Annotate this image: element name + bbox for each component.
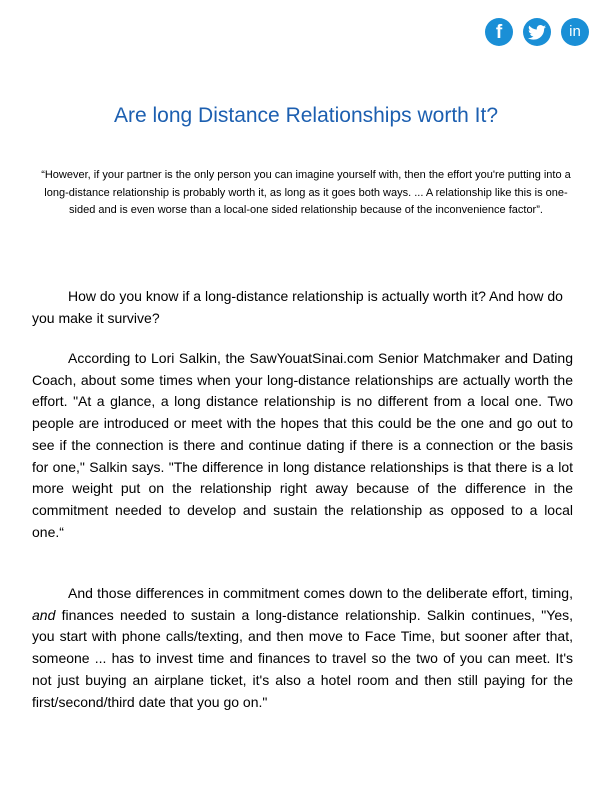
paragraph-1 [32, 286, 573, 329]
paragraph-3-emphasis: and [32, 606, 56, 623]
paragraph-3-text-start: And those differences in commitment comes down to the deliberate effort, timing, [68, 585, 573, 601]
page-title: Are long Distance Relationships worth It? [113, 104, 499, 127]
social-links [485, 18, 589, 46]
twitter-bird-icon [528, 25, 546, 40]
paragraph-2-text: According to Lori Salkin, the SawYouatSinai.com Senior Matchmaker and Dating Coach, about some times when your long-distance relationships are actually worth the effort. "At a glance, a long distance relationship is no different from a local one. Two people are introduced or meet with the hopes that this could be the one and go out to see if the connection is there and continue dating if there is a connection or the basis for one," Salkin says. "The difference in long distance relationships is that there is a lot more weight put on the relationship right away because of the difference in the commitment needed to develop and sustain the relationship as opposed to a local one.“ [32, 350, 573, 540]
paragraph-1-text: How do you know if a long-distance relationship is actually worth it? And how do you make it survive? [32, 288, 563, 326]
facebook-button[interactable] [485, 18, 513, 46]
paragraph-3-text-end: finances needed to sustain a long-distance relationship. Salkin continues, "Yes, you start with phone calls/texting, and then move to Face Time, but sooner after that, someone ... has to invest time and finances to travel so the two of you can meet. It's not just buying an airplane ticket, it's also a hotel room and then still paying for the first/second/third date that you go on." [32, 606, 573, 710]
paragraph-2 [32, 348, 573, 543]
pull-quote: “However, if your partner is the only person you can imagine yourself with, then the effort you're putting into a long-distance relationship is probably worth it, as long as it goes both ways. ... A relationship like this is one-sided and is even worse than a local-one sided relationship because of the inconvenience factor”. [41, 169, 571, 216]
twitter-button[interactable] [523, 18, 551, 46]
linkedin-icon: in [569, 23, 581, 40]
facebook-icon: f [495, 22, 503, 43]
linkedin-button[interactable] [561, 18, 589, 46]
paragraph-3 [32, 583, 573, 713]
